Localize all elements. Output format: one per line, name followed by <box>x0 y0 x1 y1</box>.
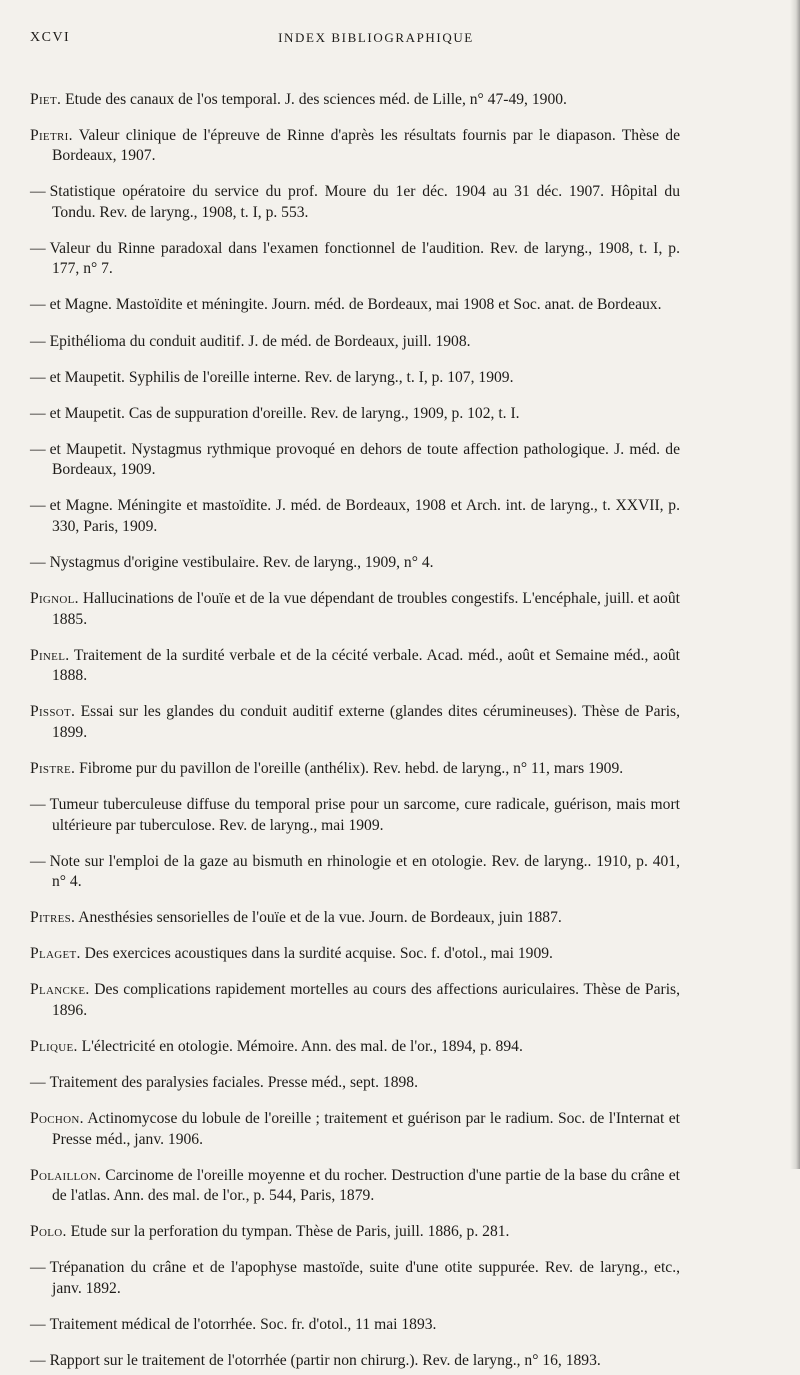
entry-dash: — <box>30 1316 46 1334</box>
bibliography-entry <box>30 126 680 167</box>
entry-text: Tumeur tuberculeuse diffuse du temporal prise pour un sarcome, cure radicale, guérison, mais mort ultérieure par tuberculose. Rev. de laryng., mai 1909. <box>49 796 680 834</box>
entry-author: Pitres. <box>30 909 76 927</box>
entry-text: Rapport sur le traitement de l'otorrhée (partir non chirurg.). Rev. de laryng., n° 16, 1893. <box>49 1352 601 1370</box>
entry-author: Pignol. <box>30 590 79 608</box>
entry-dash: — <box>30 239 46 257</box>
entry-author: Piet. <box>30 90 62 108</box>
entry-dash: — <box>30 332 46 350</box>
entry-author: Polo. <box>30 1223 67 1241</box>
entry-author: Polaillon. <box>30 1166 102 1184</box>
bibliography-entry <box>30 702 680 743</box>
bibliography-entry <box>30 908 680 929</box>
bibliography-entry <box>30 496 680 537</box>
bibliography-entry <box>30 295 680 316</box>
entry-text: et Magne. Méningite et mastoïdite. J. méd. de Bordeaux, 1908 et Arch. int. de laryng., t. XXVII, p. 330, Paris, 1909. <box>49 497 680 535</box>
bibliography-entry <box>30 1166 680 1207</box>
entry-text: Des exercices acoustiques dans la surdité acquise. Soc. f. d'otol., mai 1909. <box>80 945 553 963</box>
bibliography-entry <box>30 795 680 836</box>
bibliography-entry <box>30 1222 680 1243</box>
bibliography-entry <box>30 980 680 1021</box>
running-title: INDEX BIBLIOGRAPHIQUE <box>278 30 474 45</box>
bibliography-entry <box>30 553 680 574</box>
entry-text: et Maupetit. Cas de suppuration d'oreille. Rev. de laryng., 1909, p. 102, t. I. <box>49 404 520 422</box>
entry-dash: — <box>30 296 46 314</box>
entry-author: Pochon. <box>30 1110 84 1128</box>
page-header <box>30 30 682 54</box>
entry-text: Essai sur les glandes du conduit auditif externe (glandes dites cérumineuses). Thèse de Paris, 1899. <box>52 703 680 741</box>
bibliography-entry <box>30 759 680 780</box>
entry-text: Nystagmus d'origine vestibulaire. Rev. de laryng., 1909, n° 4. <box>49 554 434 572</box>
bibliography-entry <box>30 1351 680 1372</box>
bibliography-list <box>30 74 680 1375</box>
page-fold-edge <box>790 0 800 1169</box>
entry-dash: — <box>30 796 46 813</box>
entry-text: Fibrome pur du pavillon de l'oreille (anthélix). Rev. hebd. de laryng., n° 11, mars 1909. <box>75 759 624 777</box>
bibliography-entry <box>30 239 680 280</box>
entry-text: Anesthésies sensorielles de l'ouïe et de la vue. Journ. de Bordeaux, juin 1887. <box>75 909 562 927</box>
entry-dash: — <box>30 554 46 572</box>
bibliography-entry <box>30 440 680 481</box>
entry-text: Statistique opératoire du service du prof. Moure du 1er déc. 1904 au 31 déc. 1907. Hôpital du Tondu. Rev. de laryng., 1908, t. I, p. 553. <box>49 183 680 221</box>
entry-dash: — <box>30 852 46 870</box>
entry-dash: — <box>30 440 46 458</box>
entry-dash: — <box>30 1352 46 1370</box>
entry-text: Trépanation du crâne et de l'apophyse mastoïde, suite d'une otite suppurée. Rev. de laryng., etc., janv. 1892. <box>49 1259 680 1297</box>
entry-dash: — <box>30 1259 46 1277</box>
entry-text: Des complications rapidement mortelles au cours des affections auriculaires. Thèse de Paris, 1896. <box>52 981 680 1019</box>
entry-author: Pinel. <box>30 646 70 664</box>
bibliography-entry <box>30 852 680 893</box>
entry-author: Pissot. <box>30 703 76 721</box>
entry-author: Plaget. <box>30 945 81 963</box>
entry-text: Traitement des paralysies faciales. Presse méd., sept. 1898. <box>49 1074 418 1092</box>
entry-text: L'électricité en otologie. Mémoire. Ann. des mal. de l'or., 1894, p. 894. <box>77 1037 523 1055</box>
bibliography-entry <box>30 589 680 630</box>
entry-dash: — <box>30 1074 46 1092</box>
entry-text: Actinomycose du lobule de l'oreille ; traitement et guérison par le radium. Soc. de l'Internat et Presse méd., janv. 1906. <box>52 1110 680 1148</box>
bibliography-entry <box>30 1315 680 1336</box>
bibliography-entry <box>30 1037 680 1058</box>
entry-text: et Magne. Mastoïdite et méningite. Journ. méd. de Bordeaux, mai 1908 et Soc. anat. de Bordeaux. <box>49 296 662 314</box>
entry-author: Pietri. <box>30 126 73 144</box>
entry-author: Pistre. <box>30 759 76 777</box>
entry-text: Traitement de la surdité verbale et de la cécité verbale. Acad. méd., août et Semaine méd., août 1888. <box>52 646 680 685</box>
entry-dash: — <box>30 497 46 515</box>
entry-text: Traitement médical de l'otorrhée. Soc. fr. d'otol., 11 mai 1893. <box>49 1316 437 1334</box>
entry-text: Valeur clinique de l'épreuve de Rinne d'après les résultats fournis par le diapason. Thèse de Bordeaux, 1907. <box>52 126 680 165</box>
entry-text: Note sur l'emploi de la gaze au bismuth en rhinologie et en otologie. Rev. de laryng.. 1910, p. 401, n° 4. <box>49 852 680 891</box>
entry-text: et Maupetit. Nystagmus rythmique provoqué en dehors de toute affection pathologique. J. méd. de Bordeaux, 1909. <box>49 440 680 479</box>
entry-text: Etude des canaux de l'os temporal. J. des sciences méd. de Lille, n° 47-49, 1900. <box>61 90 567 108</box>
bibliography-entry <box>30 646 680 687</box>
entry-text: Etude sur la perforation du tympan. Thèse de Paris, juill. 1886, p. 281. <box>66 1223 510 1241</box>
bibliography-entry <box>30 182 680 223</box>
bibliography-entry <box>30 404 680 425</box>
bibliography-entry <box>30 1073 680 1094</box>
entry-text: Epithélioma du conduit auditif. J. de méd. de Bordeaux, juill. 1908. <box>49 332 471 350</box>
bibliography-entry <box>30 90 680 111</box>
bibliography-entry <box>30 332 680 353</box>
bibliography-entry <box>30 1109 680 1150</box>
bibliography-entry <box>30 1258 680 1299</box>
entry-author: Plancke. <box>30 981 90 999</box>
page-number: XCVI <box>30 30 71 45</box>
entry-dash: — <box>30 404 46 422</box>
bibliography-entry <box>30 368 680 389</box>
entry-dash: — <box>30 368 46 386</box>
entry-text: Valeur du Rinne paradoxal dans l'examen fonctionnel de l'audition. Rev. de laryng., 1908, t. I, p. 177, n° 7. <box>49 239 680 278</box>
entry-text: Hallucinations de l'ouïe et de la vue dépendant de troubles congestifs. L'encéphale, juill. et août 1885. <box>52 590 680 628</box>
entry-text: et Maupetit. Syphilis de l'oreille interne. Rev. de laryng., t. I, p. 107, 1909. <box>49 368 514 386</box>
entry-text: Carcinome de l'oreille moyenne et du rocher. Destruction d'une partie de la base du crâne et de l'atlas. Ann. des mal. de l'or., p. 544, Paris, 1879. <box>52 1166 680 1205</box>
entry-author: Plique. <box>30 1037 78 1055</box>
entry-dash: — <box>30 183 46 201</box>
bibliography-entry <box>30 944 680 965</box>
